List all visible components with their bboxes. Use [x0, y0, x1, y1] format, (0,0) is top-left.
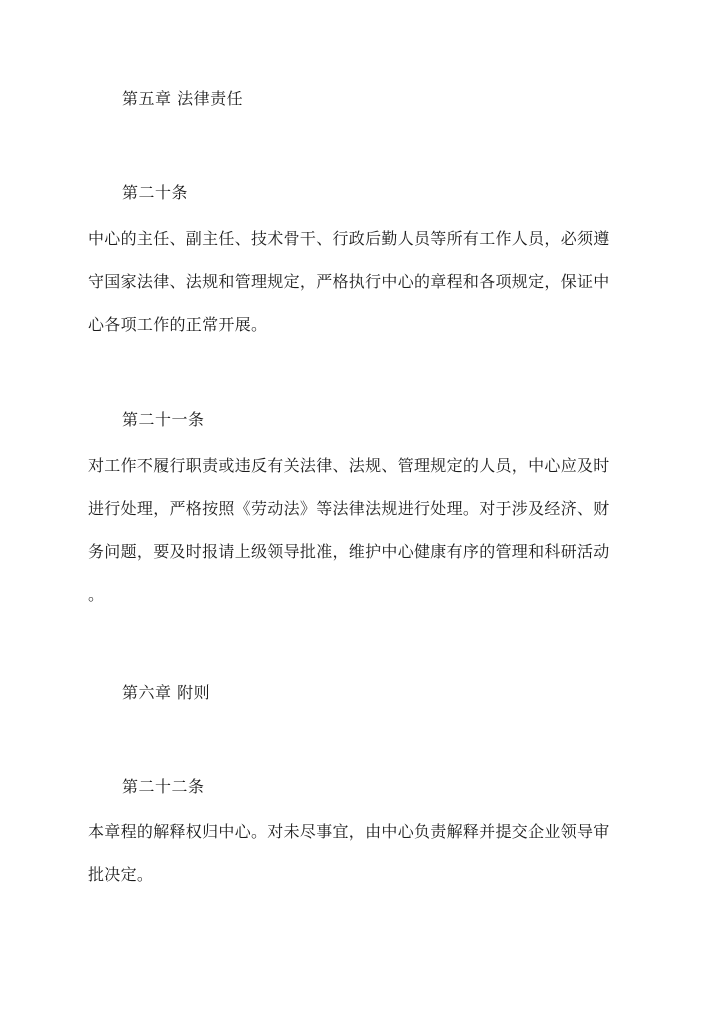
article-21-title: 第二十一条 [122, 410, 205, 429]
article-21-line-2: 进行处理，严格按照《劳动法》等法律法规进行处理。对于涉及经济、财 [88, 499, 610, 518]
article-21-line-3: 务问题，要及时报请上级领导批准，维护中心健康有序的管理和科研活动 [88, 542, 610, 561]
article-20-line-1: 中心的主任、副主任、技术骨干、行政后勤人员等所有工作人员，必须遵 [88, 229, 610, 248]
article-21-line-4: 。 [88, 585, 105, 604]
article-22-line-1: 本章程的解释权归中心。对未尽事宜，由中心负责解释并提交企业领导审 [88, 822, 610, 841]
article-21-line-1: 对工作不履行职责或违反有关法律、法规、管理规定的人员，中心应及时 [88, 456, 610, 475]
chapter-5-title: 第五章 法律责任 [122, 89, 244, 108]
article-20-title: 第二十条 [122, 183, 189, 202]
article-22-line-2: 批决定。 [88, 865, 154, 884]
article-20-line-2: 守国家法律、法规和管理规定，严格执行中心的章程和各项规定，保证中 [88, 272, 610, 291]
chapter-6-title: 第六章 附则 [122, 683, 211, 702]
article-20-line-3: 心各项工作的正常开展。 [88, 315, 268, 334]
article-22-title: 第二十二条 [122, 777, 205, 796]
